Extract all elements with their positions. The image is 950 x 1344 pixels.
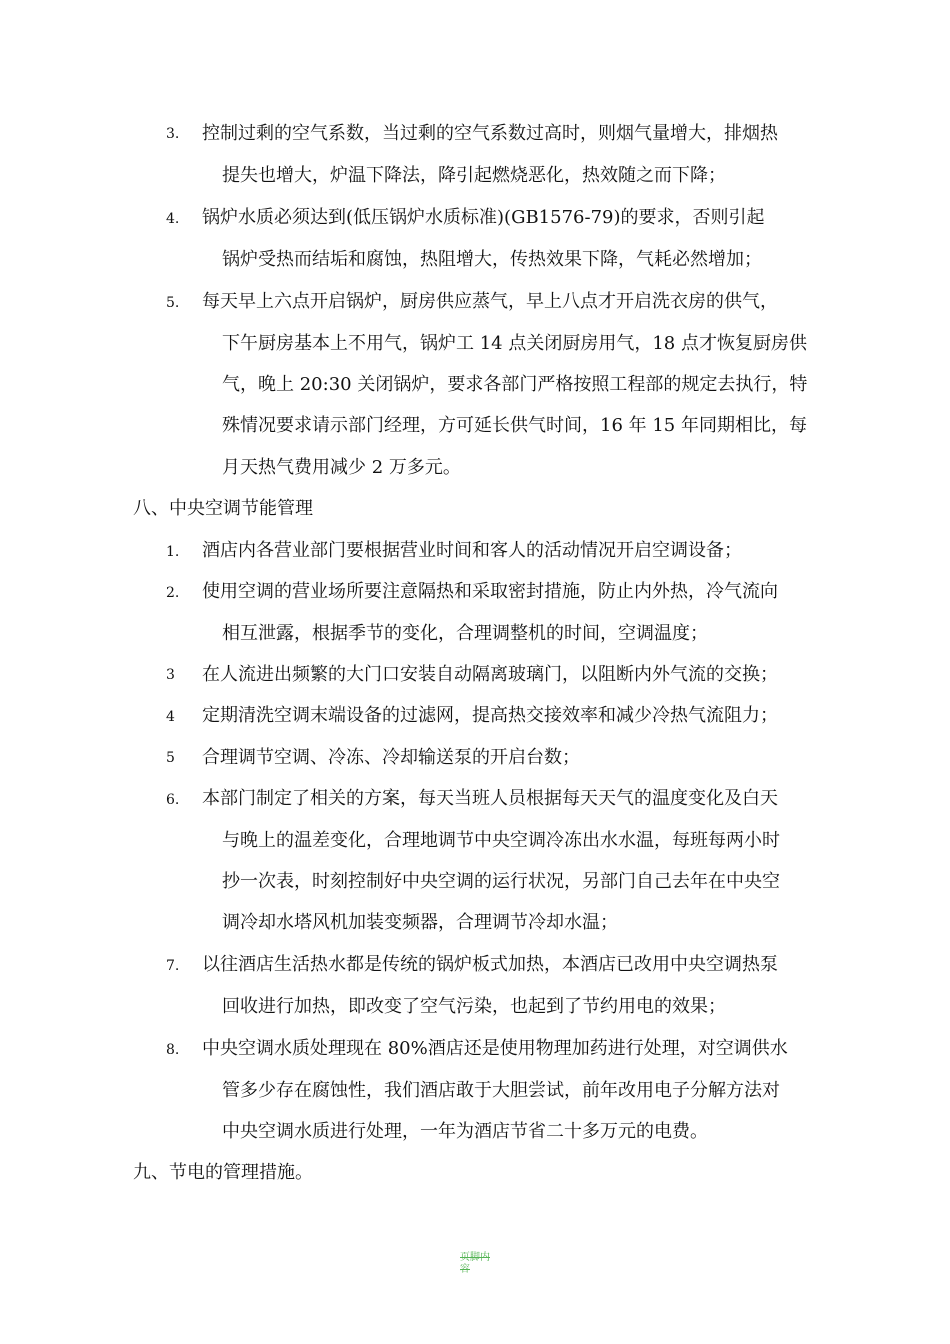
paragraph-line: 与晚上的温差变化，合理地调节中央空调冷冻出水水温，每班每两小时 xyxy=(222,830,780,851)
paragraph-line: 回收进行加热，即改变了空气污染，也起到了节约用电的效果； xyxy=(222,996,726,1017)
paragraph-line: 酒店内各营业部门要根据营业时间和客人的活动情况开启空调设备； xyxy=(202,540,742,561)
paragraph-line: 抄一次表，时刻控制好中央空调的运行状况，另部门自己去年在中央空 xyxy=(222,871,780,892)
list-item-number: 2. xyxy=(166,585,180,601)
page-footer: 页脚内容 xyxy=(460,1252,490,1275)
list-item-number: 4. xyxy=(166,211,180,227)
paragraph-line: 殊情况要求请示部门经理，方可延长供气时间，16 年 15 年同期相比，每 xyxy=(222,415,807,436)
paragraph-line: 中央空调水质处理现在 80%酒店还是使用物理加药进行处理，对空调供水 xyxy=(202,1038,788,1059)
list-item-number: 3 xyxy=(166,667,175,683)
paragraph-line: 在人流进出频繁的大门口安装自动隔离玻璃门，以阻断内外气流的交换； xyxy=(202,664,778,685)
list-item-number: 6. xyxy=(166,792,180,808)
paragraph-line: 定期清洗空调末端设备的过滤网，提高热交接效率和减少冷热气流阻力； xyxy=(202,705,778,726)
paragraph-line: 每天早上六点开启锅炉，厨房供应蒸气，早上八点才开启洗衣房的供气， xyxy=(202,291,778,312)
list-item-number: 3. xyxy=(166,126,180,142)
paragraph-line: 管多少存在腐蚀性，我们酒店敢于大胆尝试，前年改用电子分解方法对 xyxy=(222,1080,780,1101)
paragraph-line: 锅炉受热而结垢和腐蚀，热阻增大，传热效果下降，气耗必然增加； xyxy=(222,249,762,270)
list-item-number: 4 xyxy=(166,709,175,725)
paragraph-line: 锅炉水质必须达到(低压锅炉水质标准)(GB1576-79)的要求，否则引起 xyxy=(202,207,765,228)
paragraph-line: 提失也增大，炉温下降法，降引起燃烧恶化，热效随之而下降； xyxy=(222,165,726,186)
paragraph-line: 以往酒店生活热水都是传统的锅炉板式加热，本酒店已改用中央空调热泵 xyxy=(202,954,778,975)
list-item-number: 5. xyxy=(166,295,180,311)
paragraph-line: 使用空调的营业场所要注意隔热和采取密封措施，防止内外热，冷气流向 xyxy=(202,581,778,602)
section-heading: 八、中央空调节能管理 xyxy=(133,498,313,519)
paragraph-line: 调冷却水塔风机加装变频器，合理调节冷却水温； xyxy=(222,912,618,933)
paragraph-line: 下午厨房基本上不用气，锅炉工 14 点关闭厨房用气，18 点才恢复厨房供 xyxy=(222,333,807,354)
paragraph-line: 相互泄露，根据季节的变化，合理调整机的时间，空调温度； xyxy=(222,623,708,644)
list-item-number: 5 xyxy=(166,750,175,766)
list-item-number: 1. xyxy=(166,544,180,560)
paragraph-line: 本部门制定了相关的方案，每天当班人员根据每天天气的温度变化及白天 xyxy=(202,788,778,809)
list-item-number: 7. xyxy=(166,958,180,974)
list-item-number: 8. xyxy=(166,1042,180,1058)
paragraph-line: 中央空调水质进行处理，一年为酒店节省二十多万元的电费。 xyxy=(222,1121,708,1142)
paragraph-line: 气，晚上 20:30 关闭锅炉，要求各部门严格按照工程部的规定去执行，特 xyxy=(222,374,808,395)
paragraph-line: 合理调节空调、冷冻、冷却输送泵的开启台数； xyxy=(202,747,580,768)
paragraph-line: 控制过剩的空气系数，当过剩的空气系数过高时，则烟气量增大，排烟热 xyxy=(202,123,778,144)
paragraph-line: 月天热气费用减少 2 万多元。 xyxy=(222,457,461,478)
section-heading: 九、节电的管理措施。 xyxy=(133,1162,313,1183)
